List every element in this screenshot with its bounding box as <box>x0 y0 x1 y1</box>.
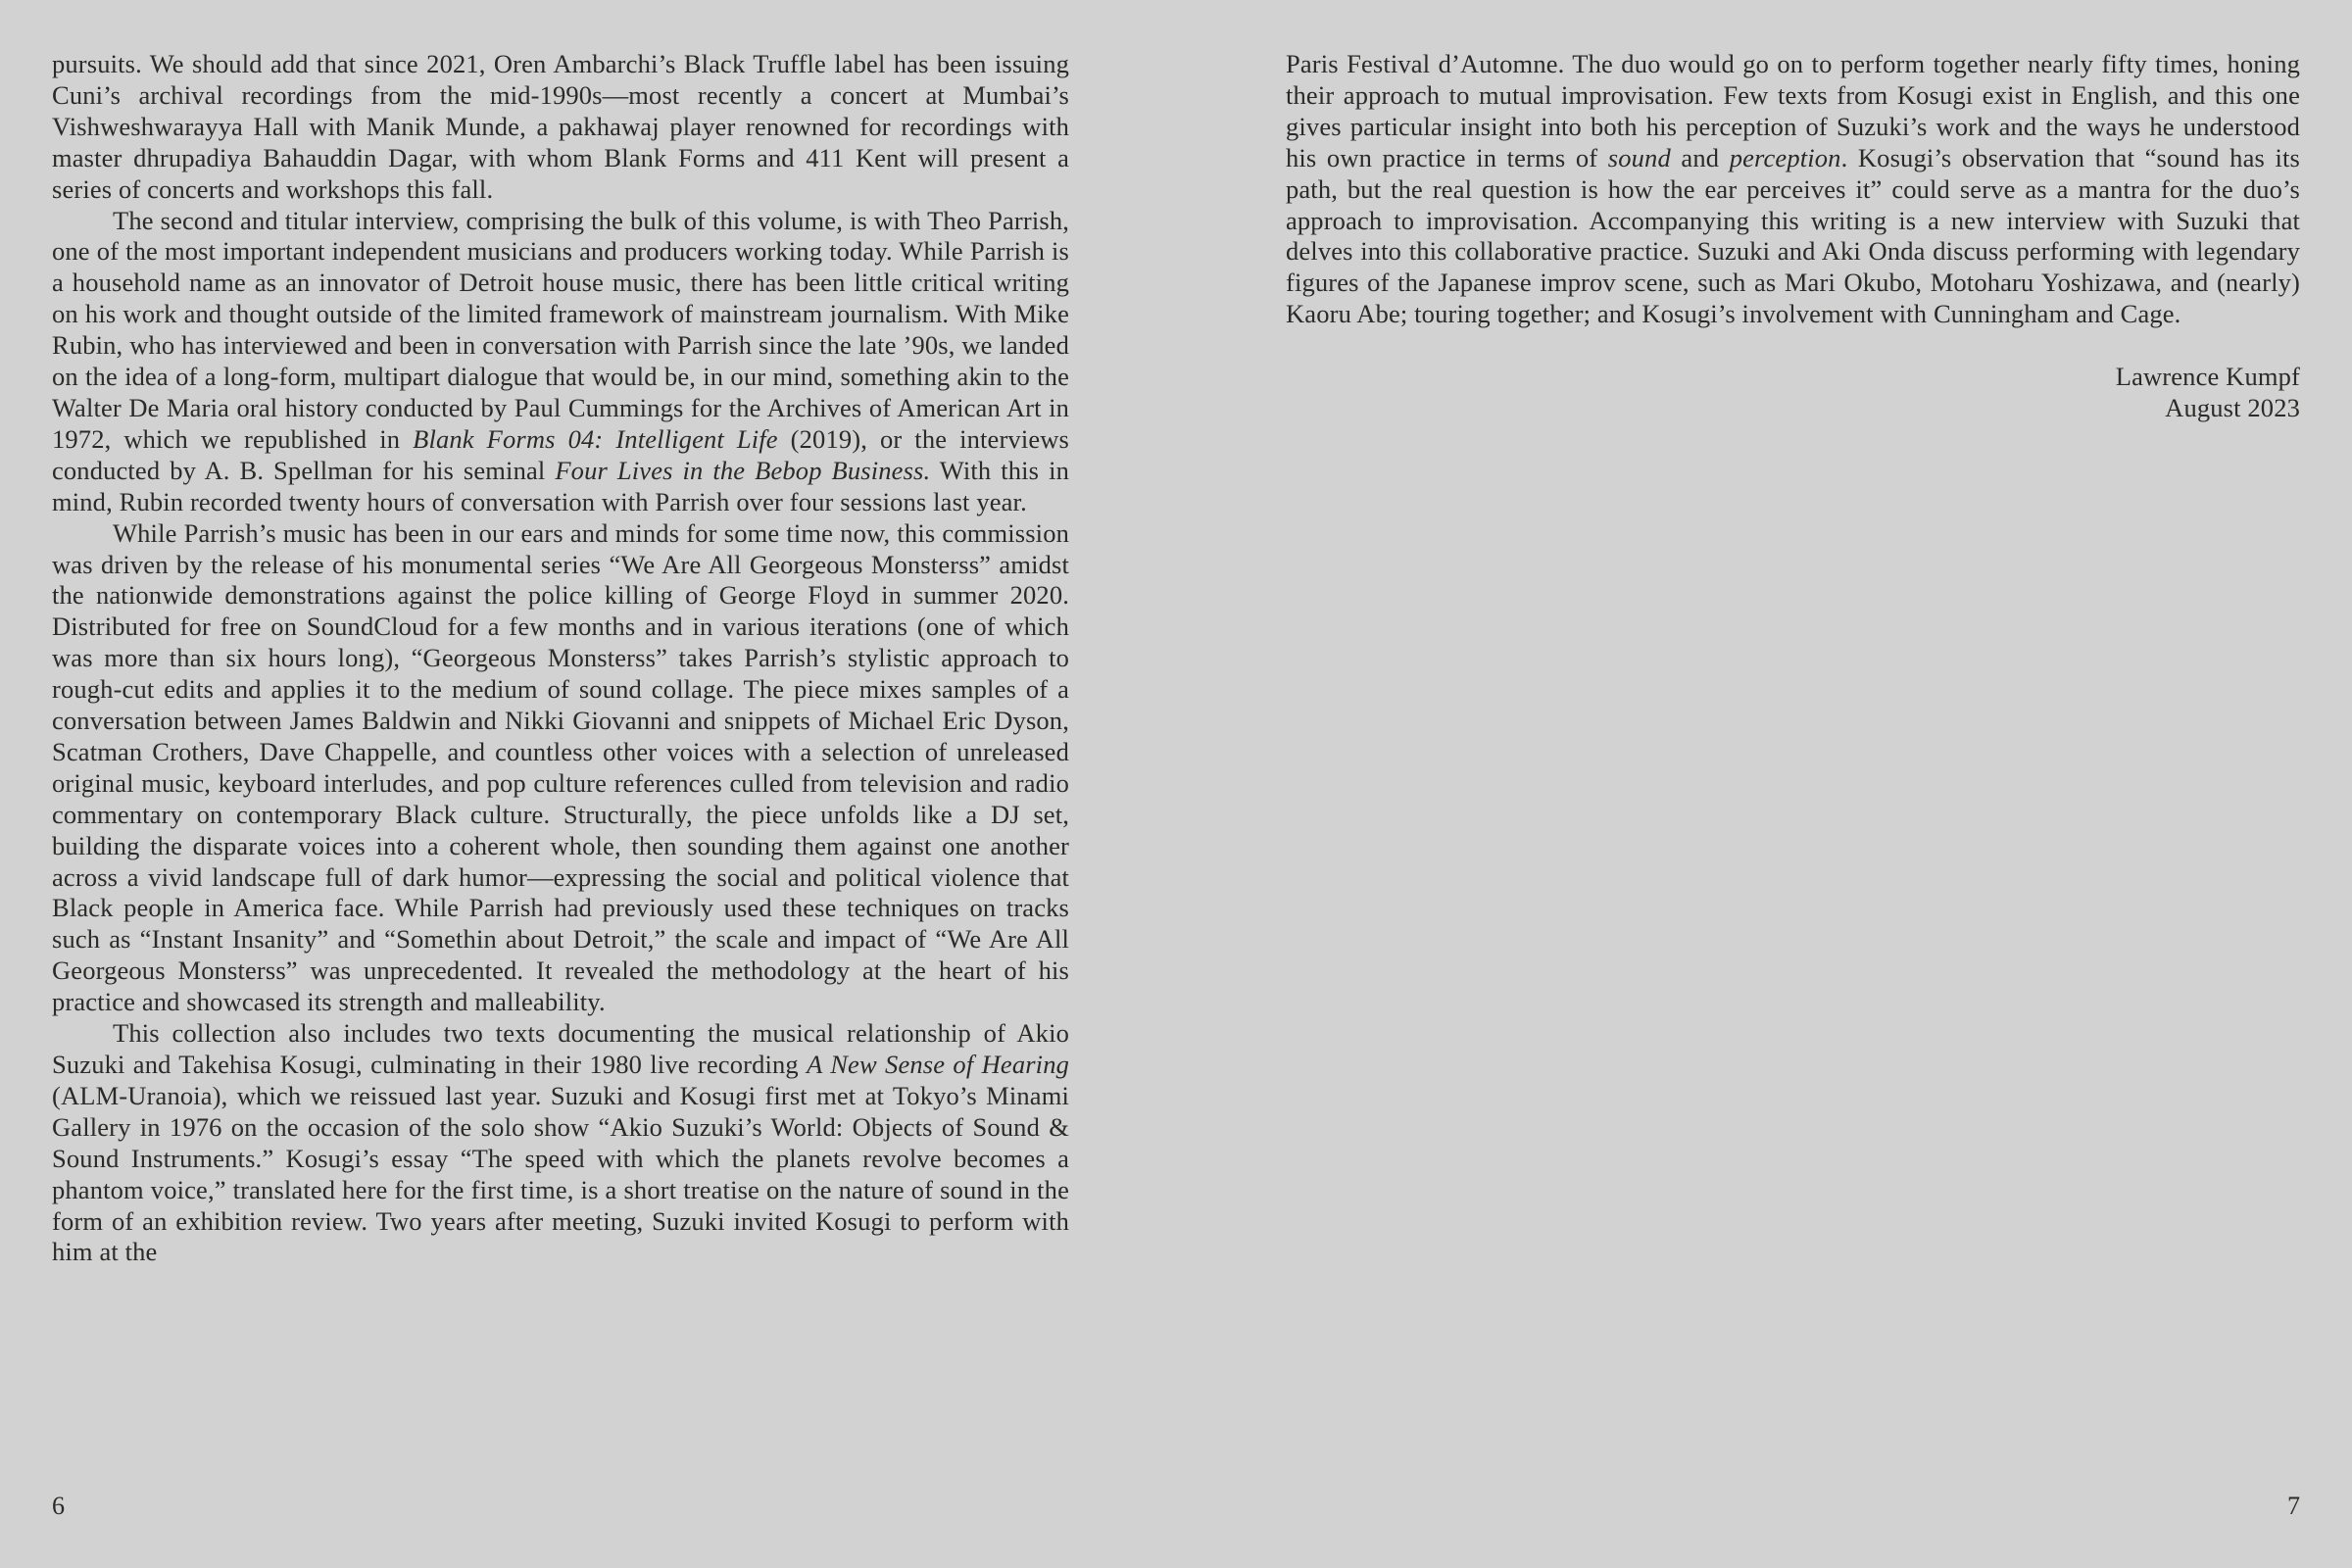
italic-text: A New Sense of Hearing <box>807 1050 1069 1079</box>
text-run: . Kosugi’s observation that “sound has its path, but the real question is how the ear perceives it” could serve as a mantra for the duo’s approach to improvisation. Accompanying this writing is a new interview with Suzuki that delves into this collaborative practice. Suzuki and Aki Onda discuss performing with legendary figures of the Japanese improv scene, such as Mari Okubo, Motoharu Yoshizawa, and (nearly) Kaoru Abe; touring together; and Kosugi’s involvement with Cunningham and Cage. <box>1286 142 2301 329</box>
right-page <box>1176 0 2352 1568</box>
italic-text: Blank Forms 04: Intelligent Life <box>413 423 778 454</box>
text-run: pursuits. We should add that since 2021, Oren Ambarchi’s Black Truffle label has been issuing Cuni’s archival recordings from the mid-1990s—most recently a concert at Mumbai’s Vishweshwarayya Hall with Manik Munde, a pakhawaj player renowned for recordings with master dhrupadiya Bahauddin Dagar, with whom Blank Forms and 411 Kent will present a series of concerts and workshops this fall. <box>52 49 1069 204</box>
text-run: (2019), or the interviews conducted by A. B. Spellman for his seminal <box>52 423 1069 485</box>
text-run: The second and titular interview, comprising the bulk of this volume, is with Theo Parrish, one of the most important independent musicians and producers working today. While Parrish is a household name as an innovator of Detroit house music, there has been little critical writing on his work and thought outside of the limited framework of mainstream journalism. With Mike Rubin, who has interviewed and been in conversation with Parrish since the late ’90s, we landed on the idea of a long-form, multipart dialogue that would be, in our mind, something akin to the Walter De Maria oral history conducted by Paul Cummings for the Archives of American Art in 1972, which we republished in <box>52 205 1069 454</box>
page-number-right: 7 <box>2287 1492 2300 1520</box>
paragraph <box>52 1018 1069 1268</box>
paragraph <box>52 49 1069 206</box>
signature-block <box>1286 362 2300 424</box>
paragraph <box>52 518 1069 1019</box>
right-page-body <box>1286 49 2300 424</box>
author-name: Lawrence Kumpf <box>2115 362 2300 392</box>
paragraph <box>1286 49 2300 330</box>
text-run: While Parrish’s music has been in our ears and minds for some time now, this commission was driven by the release of his monumental series “We Are All Georgeous Monsterss” amidst the nationwide demonstrations against the police killing of George Floyd in summer 2020. Distributed for free on SoundCloud for a few months and in various iterations (one of which was more than six hours long), “Georgeous Monsterss” takes Parrish’s stylistic approach to rough-cut edits and applies it to the medium of sound collage. The piece mixes samples of a conversation between James Baldwin and Nikki Giovanni and snippets of Michael Eric Dyson, Scatman Crothers, Dave Chappelle, and countless other voices with a selection of unreleased original music, keyboard interludes, and pop culture references culled from television and radio commentary on contemporary Black culture. Structurally, the piece unfolds like a DJ set, building the disparate voices into a coherent whole, then sounding them against one another across a vivid landscape full of dark humor—expressing the social and political violence that Black people in America face. While Parrish had previously used these techniques on tracks such as “Instant Insanity” and “Somethin about Detroit,” the scale and impact of “We Are All Georgeous Monsterss” was unprecedented. It revealed the methodology at the heart of his practice and showcased its strength and malleability. <box>52 517 1069 1017</box>
signature-date: August 2023 <box>2165 393 2300 423</box>
left-page-body <box>52 49 1069 1268</box>
page-number-left: 6 <box>52 1492 65 1520</box>
text-run: With this in mind, Rubin recorded twenty hours of conversation with Parrish over four sessions last year. <box>52 455 1069 516</box>
italic-text: Four Lives in the Bebop Business. <box>555 455 931 485</box>
text-run: Paris Festival d’Automne. The duo would go on to perform together nearly fifty times, honing their approach to mutual improvisation. Few texts from Kosugi exist in English, and this one gives particular insight into both his perception of Suzuki’s work and the ways he understood his own practice in terms of <box>1286 49 2300 172</box>
text-run: (ALM-Uranoia), which we reissued last year. Suzuki and Kosugi first met at Tokyo’s Minami Gallery in 1976 on the occasion of the solo show “Akio Suzuki’s World: Objects of Sound & Sound Instruments.” Kosugi’s essay “The speed with which the planets revolve becomes a phantom voice,” translated here for the first time, is a short treatise on the nature of sound in the form of an exhibition review. Two years after meeting, Suzuki invited Kosugi to perform with him at the <box>52 1080 1069 1267</box>
paragraph <box>52 206 1069 518</box>
text-run: and <box>1670 142 1730 172</box>
italic-text: sound <box>1607 142 1671 172</box>
text-run: This collection also includes two texts documenting the musical relationship of Akio Suzuki and Takehisa Kosugi, culminating in their 1980 live recording <box>52 1018 1069 1079</box>
italic-text: perception <box>1729 142 1841 172</box>
